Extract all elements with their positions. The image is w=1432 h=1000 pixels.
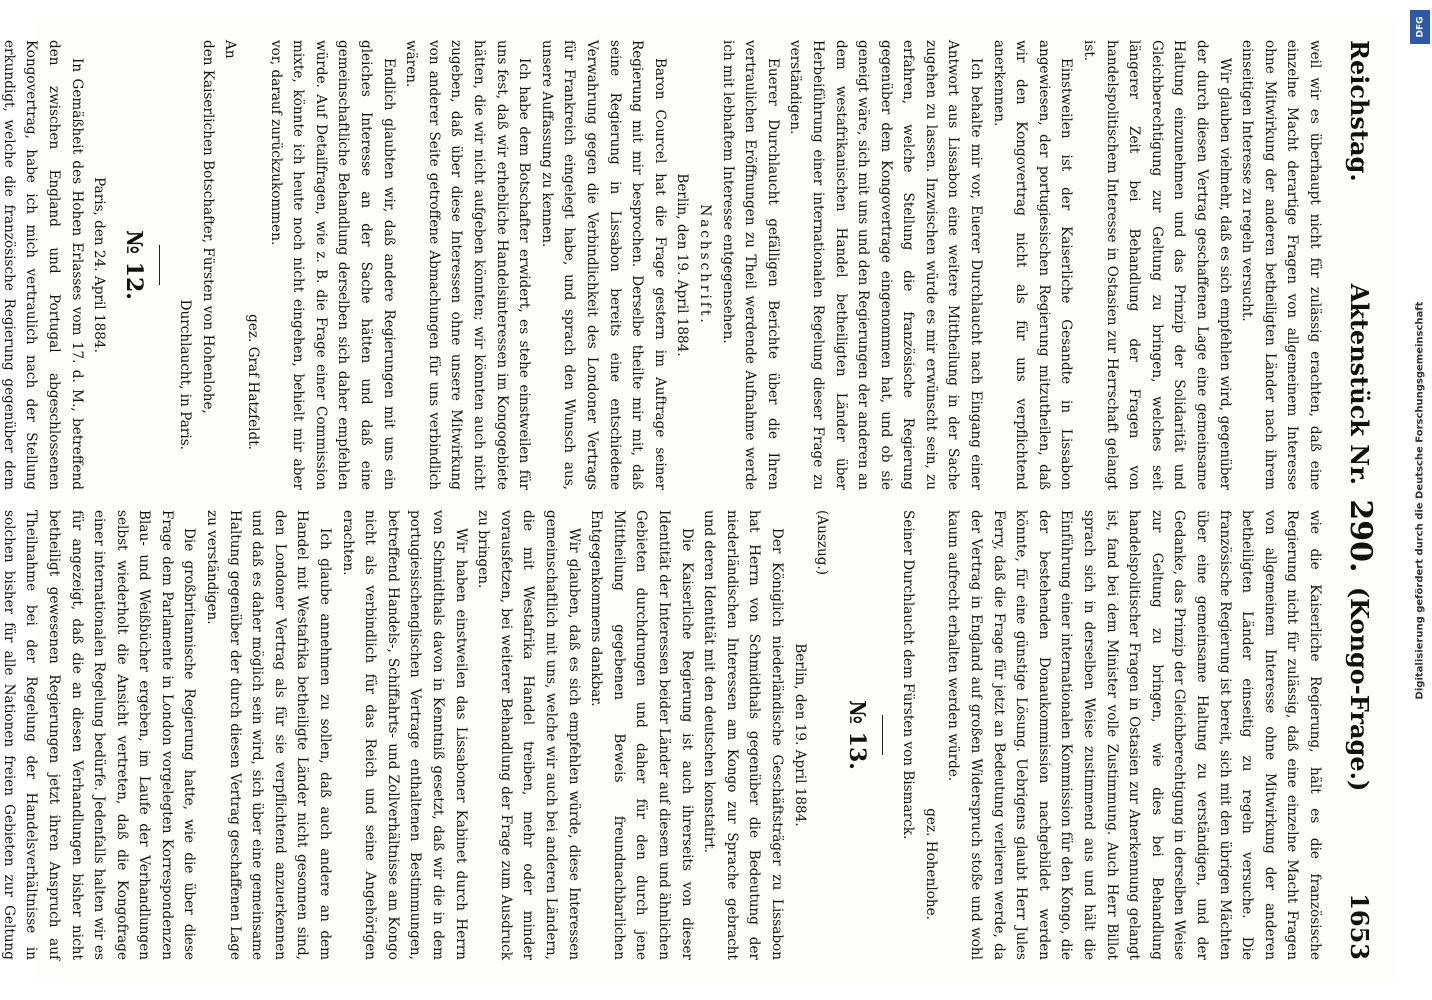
addressee: Seiner Durchlaucht dem Fürsten von Bismarck. — [900, 510, 917, 840]
rotated-page — [0, 20, 1396, 980]
page-header — [1338, 40, 1378, 960]
dfg-logo-text: DFG — [1415, 16, 1426, 38]
paragraph: In Gemäßheit des Hohen Erlasses vom 17. d. M., betreffend den zwischen England und Portugal abgeschlossenen Kongovertrag, habe ich mich vertraulich nach der Stellung erkundigt, welche die französische Regierung gegenüber dem — [0, 40, 85, 490]
paragraph: Euerer Durchlaucht gefälligen Berichte über die Ihren vertraulichen Eröffnungen zu Theil werdende Aufnahme werde ich mit lebhaftem Interesse entgegensehen. — [719, 40, 781, 490]
left-column — [0, 40, 1326, 490]
paragraph: Der Königlich niederländische Geschäftsträger zu Lissabon hat Herrn von Schmidthals gegenüber die Bedeutung der niederländischen Interessen am Kongo zur Sprache gebracht und deren Identität mit den deutschen konstatirt. — [701, 510, 785, 960]
paragraph: Wir haben einstweilen das Lissaboner Kabinet durch Herrn von Schmidthals davon in Kenntniß gesetzt, daß wir die in dem portugiesischenglischen Vertrage enthaltenen Bestimmungen, betreffend Handels-, Schiffahrts- und Zollverhältnisse am Kongo nicht als verbindlich für das Reich und seine Angehörigen erachten. — [339, 510, 469, 960]
paragraph: Einstweilen ist der Kaiserliche Gesandte in Lissabon angewiesen, der portugiesischen Regierung mitzutheilen, daß wir den Kongovertrag nicht als für uns verpflichtend anerkennen. — [990, 40, 1075, 490]
addressee: den Kaiserlichen Botschafter, Fürsten von Hohenlohe, — [199, 40, 216, 414]
signature: gez. Graf Hatzfeldt. — [245, 314, 262, 450]
page-number: 1653 — [1345, 893, 1374, 960]
addressee-an: An — [222, 40, 239, 59]
header-number: 290. — [1343, 499, 1378, 573]
paragraph: weil wir es überhaupt nicht für zulässig erachten, daß eine einzelne Macht derartige Fragen von allgemeinem Interesse ohne Mitwirkung der anderen betheiligten Länder nach ihrem einseitigen Interesse zu regeln versucht. — [1239, 40, 1323, 490]
dateline: Paris, den 24. April 1884. — [91, 177, 108, 353]
excerpt-label: (Auszug.) — [814, 510, 831, 576]
paragraph: Ich behalte mir vor, Euerer Durchlaucht nach Eingang einer Antwort aus Lissabon eine weitere Mittheilung in der Sache zugehen zu lassen. Inzwischen würde es mir erwünscht sein, zu erfahren, welche Stellung die französische Regierung gegenüber dem Kongovertrage eingenommen hat, und ob sie geneigt wäre, sich mit uns und den Regierungen der anderen an dem westafrikanischen Handel betheiligten Länder über Herbeiführung einer internationalen Regelung dieser Frage zu verständigen. — [787, 40, 985, 490]
right-column — [0, 510, 1326, 960]
paragraph: wie die Kaiserliche Regierung, hält es die französische Regierung nicht für zulässig, daß eine einzelne Macht Fragen von allgemeinem Interesse ohne Mitwirkung der anderen betheiligten Länder einseitig zu regeln versuche. Die französische Regierung ist bereit, sich mit den übrigen Mächten über eine gemeinsame Haltung zu verständigen, und der Gedanke, das Prinzip der Gleichberechtigung in derselben Weise zur Geltung zu bringen, wie dies bei Behandlung handelspolitischer Fragen in Ostasien zur Anerkennung gelangt ist, fand bei dem Minister volle Zustimmung. Auch Herr Billot sprach sich in derselben Weise zustimmend aus und hält die Einführung einer internationalen Kommission für den Kongo, die der bestehenden Donaukommission nachgebildet werden könnte, für eine günstige Lösung. Uebrigens glaubt Herr Jules Ferry, daß die Frage für jetzt an Bedeutung verlieren werde, da der Vertrag in England auf großen Widerspruch stoße und wohl kaum aufrecht erhalten werden würde. — [945, 510, 1323, 960]
paragraph: Baron Courcel hat die Frage gestern im Auftrage seiner Regierung mit mir besprochen. Derselbe theilte mir mit, daß seine Regierung in Lissabon bereits eine entschiedene Verwahrung gegen die Verbindlichkeit des Londoner Vertrags für Frankreich eingelegt habe, und sprach den Wunsch aus, unsere Auffassung zu kennen. — [538, 40, 668, 490]
digitization-credit-text: Digitalisierung gefördert durch die Deutsche Forschungsgemeinschaft — [1414, 301, 1426, 699]
dateline: Berlin, den 19. April 1884. — [791, 643, 808, 827]
header-topic: (Kongo-Frage.) — [1345, 586, 1374, 792]
signature: gez. Hohenlohe. — [922, 808, 939, 920]
document-number: № 12. — [120, 230, 147, 300]
document-number: № 13. — [843, 700, 870, 770]
paragraph: Die Kaiserliche Regierung ist auch ihrerseits von dieser Identität der Interessen beider Länder auf diesem und ähnlichen Gebieten durchdrungen und daher für den durch jene Mittheilung gegebenen Beweis freundnachbarlichen Entgegenkommens dankbar. — [588, 510, 695, 960]
dfg-logo — [1410, 10, 1430, 44]
paragraph: Endlich glaubten wir, daß andere Regierungen mit uns ein gleiches Interesse an der Sache hätten und daß eine gemeinschaftliche Behandlung derselben sich daher empfehlen würde. Auf Detailfragen, wie z. B. die Frage einer Commission mixte, könnte ich heute noch nicht eingehen, behielt mir aber vor, darauf zurückzukommen. — [267, 40, 397, 490]
digitization-credit — [1410, 20, 1430, 980]
header-middle — [1343, 182, 1378, 894]
paragraph: Ich habe dem Botschafter erwidert, es stehe einstweilen für uns fest, daß wir erhebliche Handelsinteressen im Kongogebiete hätten, die wir nicht aufgeben könnten; wir könnten auch nicht zugeben, daß über diese Interessen ohne unsere Mitwirkung von anderer Seite getroffene Abmachungen für uns verbindlich wären. — [403, 40, 533, 490]
divider — [159, 245, 160, 285]
paragraph: Wir glauben vielmehr, daß es sich empfehlen wird, gegenüber der durch diesen Vertrag geschaffenen Lage eine gemeinsame Haltung einzunehmen und das Prinzip der Solidarität und Gleichberechtigung zur Geltung zu bringen, welches seit längerer Zeit bei Behandlung der Fragen von handelspolitischem Interesse in Ostasien zur Herrschaft gelangt ist. — [1081, 40, 1233, 490]
nachschrift-heading: Nachschrift. — [696, 204, 713, 326]
header-left: Reichstag. — [1345, 40, 1374, 182]
header-aktenstueck: Aktenstück Nr. — [1345, 283, 1374, 486]
paragraph: Wir glauben, daß es sich empfehlen würde, diese Interessen gemeinschaftlich mit uns, welche wir auch bei anderen Ländern, die mit Westafrika Handel treiben, mehr oder minder vorausfetzen, bei weiterer Behandlung der Frage zum Ausdruck zu bringen. — [475, 510, 582, 960]
paragraph: Die großbritannische Regierung hatte, wie die über diese Frage dem Parlamente in London vorgelegten Korrespondenzen Blau- und Weißbücher ergeben, im Laufe der Verhandlungen selbst wiederholt die Ansicht vertreten, daß die Kongofrage einer internationalen Regelung bedürfe. Jedenfalls halten wir es für angezeigt, daß die an diesen Verhandlungen bisher nicht betheiligt gewesenen Regierungen jetzt ihren Anspruch auf Theilnahme bei der Regelung der Handelsverhältnisse in solchen bisher für alle Nationen freien Gebieten zur Geltung — [0, 510, 198, 960]
paragraph: Ich glaube annehmen zu sollen, daß auch andere an dem Handel mit Westafrika betheiligte Länder nicht gesonnen sind, den Londoner Vertrag als für sie verpflichtend anzuerkennen und daß es daher möglich sein wird, sich über eine gemeinsame Haltung gegenüber der durch diesen Vertrag geschaffenen Lage zu verständigen. — [204, 510, 334, 960]
addressee-location: Durchlaucht, in Paris. — [177, 299, 194, 450]
divider — [882, 715, 883, 755]
dateline: Berlin, den 19. April 1884. — [674, 173, 691, 357]
